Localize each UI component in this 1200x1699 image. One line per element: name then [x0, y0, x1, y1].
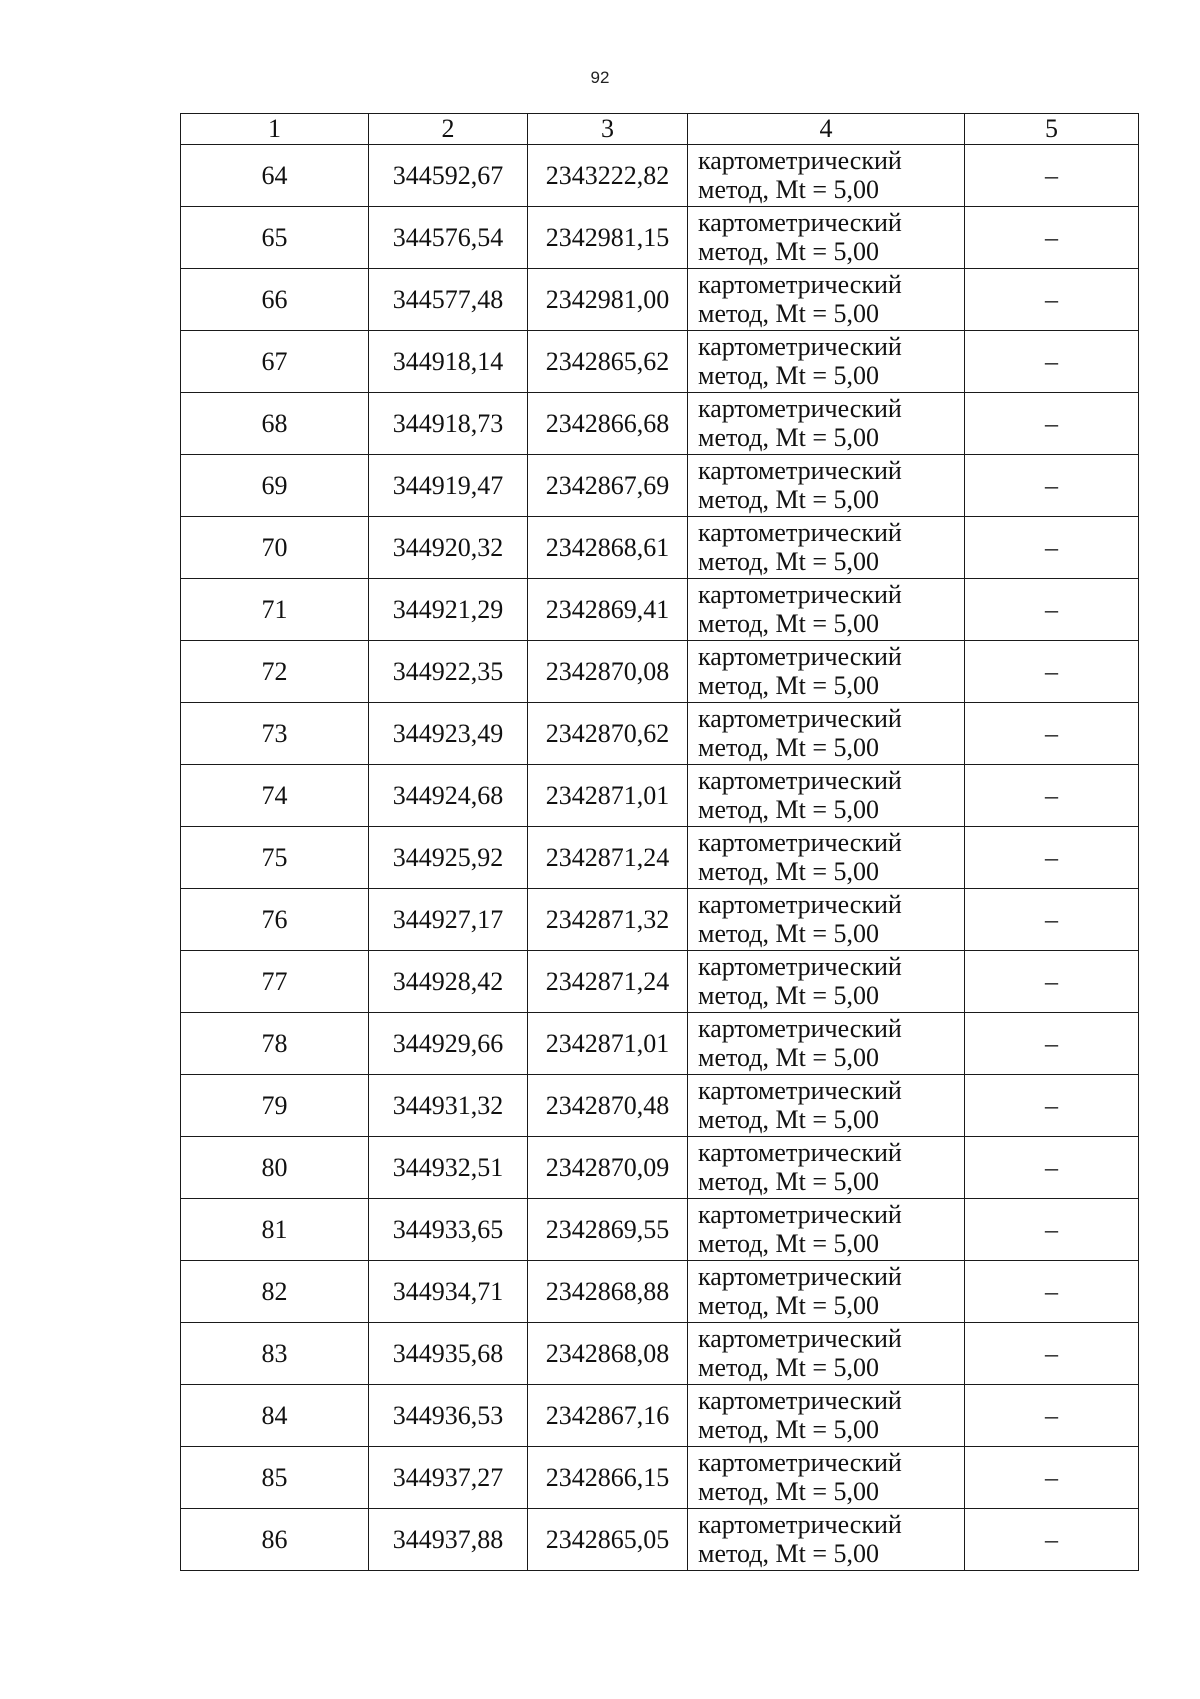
- table-row: [181, 951, 1139, 1013]
- note-cell: –: [965, 207, 1139, 269]
- table-row: [181, 393, 1139, 455]
- method-line-2: метод, Mt = 5,00: [698, 423, 879, 452]
- x-coordinate-cell: 344927,17: [369, 889, 528, 951]
- y-coordinate-cell: 2342871,01: [528, 1013, 688, 1075]
- method-cell: [688, 703, 965, 765]
- table-row: [181, 827, 1139, 889]
- method-cell: [688, 269, 965, 331]
- point-number-cell: 74: [181, 765, 369, 827]
- method-cell: [688, 579, 965, 641]
- y-coordinate-cell: 2342871,24: [528, 827, 688, 889]
- y-coordinate-cell: 2342866,15: [528, 1447, 688, 1509]
- header-col-4: 4: [688, 114, 965, 145]
- x-coordinate-cell: 344918,14: [369, 331, 528, 393]
- table-row: [181, 889, 1139, 951]
- x-coordinate-cell: 344592,67: [369, 145, 528, 207]
- x-coordinate-cell: 344576,54: [369, 207, 528, 269]
- point-number-cell: 67: [181, 331, 369, 393]
- table-row: [181, 269, 1139, 331]
- note-cell: –: [965, 889, 1139, 951]
- x-coordinate-cell: 344922,35: [369, 641, 528, 703]
- point-number-cell: 78: [181, 1013, 369, 1075]
- method-line-2: метод, Mt = 5,00: [698, 981, 879, 1010]
- method-line-2: метод, Mt = 5,00: [698, 1353, 879, 1382]
- method-line-1: картометрический: [698, 828, 902, 857]
- x-coordinate-cell: 344934,71: [369, 1261, 528, 1323]
- point-number-cell: 69: [181, 455, 369, 517]
- method-line-2: метод, Mt = 5,00: [698, 609, 879, 638]
- method-line-2: метод, Mt = 5,00: [698, 237, 879, 266]
- header-col-1: 1: [181, 114, 369, 145]
- method-line-1: картометрический: [698, 1448, 902, 1477]
- method-cell: [688, 331, 965, 393]
- point-number-cell: 64: [181, 145, 369, 207]
- method-line-2: метод, Mt = 5,00: [698, 1043, 879, 1072]
- method-line-1: картометрический: [698, 1510, 902, 1539]
- y-coordinate-cell: 2342869,41: [528, 579, 688, 641]
- method-cell: [688, 517, 965, 579]
- y-coordinate-cell: 2342869,55: [528, 1199, 688, 1261]
- point-number-cell: 84: [181, 1385, 369, 1447]
- x-coordinate-cell: 344935,68: [369, 1323, 528, 1385]
- note-cell: –: [965, 1013, 1139, 1075]
- y-coordinate-cell: 2342865,62: [528, 331, 688, 393]
- method-cell: [688, 1447, 965, 1509]
- method-line-2: метод, Mt = 5,00: [698, 547, 879, 576]
- table-row: [181, 765, 1139, 827]
- point-number-cell: 75: [181, 827, 369, 889]
- point-number-cell: 73: [181, 703, 369, 765]
- method-line-1: картометрический: [698, 766, 902, 795]
- x-coordinate-cell: 344577,48: [369, 269, 528, 331]
- point-number-cell: 85: [181, 1447, 369, 1509]
- y-coordinate-cell: 2343222,82: [528, 145, 688, 207]
- y-coordinate-cell: 2342870,08: [528, 641, 688, 703]
- x-coordinate-cell: 344921,29: [369, 579, 528, 641]
- point-number-cell: 65: [181, 207, 369, 269]
- method-line-2: метод, Mt = 5,00: [698, 175, 879, 204]
- method-cell: [688, 207, 965, 269]
- method-line-1: картометрический: [698, 518, 902, 547]
- method-cell: [688, 641, 965, 703]
- method-line-2: метод, Mt = 5,00: [698, 1415, 879, 1444]
- x-coordinate-cell: 344932,51: [369, 1137, 528, 1199]
- method-line-2: метод, Mt = 5,00: [698, 857, 879, 886]
- y-coordinate-cell: 2342868,61: [528, 517, 688, 579]
- x-coordinate-cell: 344937,88: [369, 1509, 528, 1571]
- method-cell: [688, 951, 965, 1013]
- point-number-cell: 82: [181, 1261, 369, 1323]
- table-row: [181, 1261, 1139, 1323]
- method-line-2: метод, Mt = 5,00: [698, 671, 879, 700]
- y-coordinate-cell: 2342981,15: [528, 207, 688, 269]
- header-col-3: 3: [528, 114, 688, 145]
- table-body: [181, 145, 1139, 1571]
- y-coordinate-cell: 2342867,69: [528, 455, 688, 517]
- table-row: [181, 1199, 1139, 1261]
- method-line-1: картометрический: [698, 270, 902, 299]
- table-row: [181, 517, 1139, 579]
- note-cell: –: [965, 517, 1139, 579]
- method-line-2: метод, Mt = 5,00: [698, 1291, 879, 1320]
- point-number-cell: 71: [181, 579, 369, 641]
- table-row: [181, 1013, 1139, 1075]
- table-row: [181, 703, 1139, 765]
- table-row: [181, 1509, 1139, 1571]
- table-row: [181, 455, 1139, 517]
- method-cell: [688, 827, 965, 889]
- table-row: [181, 1385, 1139, 1447]
- method-line-1: картометрический: [698, 1386, 902, 1415]
- point-number-cell: 86: [181, 1509, 369, 1571]
- table-row: [181, 207, 1139, 269]
- y-coordinate-cell: 2342871,01: [528, 765, 688, 827]
- table-row: [181, 1075, 1139, 1137]
- method-cell: [688, 1013, 965, 1075]
- method-line-1: картометрический: [698, 580, 902, 609]
- method-cell: [688, 1137, 965, 1199]
- method-cell: [688, 455, 965, 517]
- method-cell: [688, 1261, 965, 1323]
- method-line-2: метод, Mt = 5,00: [698, 1167, 879, 1196]
- method-cell: [688, 1323, 965, 1385]
- y-coordinate-cell: 2342870,09: [528, 1137, 688, 1199]
- point-number-cell: 81: [181, 1199, 369, 1261]
- table-row: [181, 1447, 1139, 1509]
- method-line-1: картометрический: [698, 1200, 902, 1229]
- header-col-5: 5: [965, 114, 1139, 145]
- table-row: [181, 331, 1139, 393]
- coordinates-table: [180, 113, 1139, 1571]
- method-line-1: картометрический: [698, 952, 902, 981]
- note-cell: –: [965, 393, 1139, 455]
- method-cell: [688, 889, 965, 951]
- point-number-cell: 66: [181, 269, 369, 331]
- y-coordinate-cell: 2342871,24: [528, 951, 688, 1013]
- table-row: [181, 1323, 1139, 1385]
- method-line-2: метод, Mt = 5,00: [698, 733, 879, 762]
- page-number: 92: [590, 68, 610, 87]
- table-row: [181, 641, 1139, 703]
- note-cell: –: [965, 1323, 1139, 1385]
- y-coordinate-cell: 2342870,62: [528, 703, 688, 765]
- note-cell: –: [965, 1447, 1139, 1509]
- x-coordinate-cell: 344933,65: [369, 1199, 528, 1261]
- note-cell: –: [965, 827, 1139, 889]
- y-coordinate-cell: 2342868,08: [528, 1323, 688, 1385]
- y-coordinate-cell: 2342871,32: [528, 889, 688, 951]
- note-cell: –: [965, 331, 1139, 393]
- note-cell: –: [965, 1509, 1139, 1571]
- note-cell: –: [965, 579, 1139, 641]
- note-cell: –: [965, 951, 1139, 1013]
- method-line-1: картометрический: [698, 1138, 902, 1167]
- method-line-2: метод, Mt = 5,00: [698, 1539, 879, 1568]
- x-coordinate-cell: 344929,66: [369, 1013, 528, 1075]
- method-line-1: картометрический: [698, 146, 902, 175]
- method-line-2: метод, Mt = 5,00: [698, 1477, 879, 1506]
- table-header: [181, 114, 1139, 145]
- method-line-1: картометрический: [698, 394, 902, 423]
- note-cell: –: [965, 1137, 1139, 1199]
- method-line-1: картометрический: [698, 1262, 902, 1291]
- method-line-2: метод, Mt = 5,00: [698, 299, 879, 328]
- y-coordinate-cell: 2342981,00: [528, 269, 688, 331]
- note-cell: –: [965, 1199, 1139, 1261]
- x-coordinate-cell: 344936,53: [369, 1385, 528, 1447]
- point-number-cell: 83: [181, 1323, 369, 1385]
- note-cell: –: [965, 641, 1139, 703]
- method-line-1: картометрический: [698, 1076, 902, 1105]
- table-row: [181, 1137, 1139, 1199]
- method-line-1: картометрический: [698, 332, 902, 361]
- note-cell: –: [965, 455, 1139, 517]
- x-coordinate-cell: 344920,32: [369, 517, 528, 579]
- point-number-cell: 68: [181, 393, 369, 455]
- x-coordinate-cell: 344937,27: [369, 1447, 528, 1509]
- method-cell: [688, 1509, 965, 1571]
- header-row: [181, 114, 1139, 145]
- table-row: [181, 579, 1139, 641]
- method-line-2: метод, Mt = 5,00: [698, 1105, 879, 1134]
- x-coordinate-cell: 344918,73: [369, 393, 528, 455]
- method-line-1: картометрический: [698, 456, 902, 485]
- note-cell: –: [965, 1261, 1139, 1323]
- method-line-2: метод, Mt = 5,00: [698, 485, 879, 514]
- x-coordinate-cell: 344924,68: [369, 765, 528, 827]
- point-number-cell: 72: [181, 641, 369, 703]
- point-number-cell: 77: [181, 951, 369, 1013]
- method-line-2: метод, Mt = 5,00: [698, 919, 879, 948]
- y-coordinate-cell: 2342868,88: [528, 1261, 688, 1323]
- method-line-2: метод, Mt = 5,00: [698, 795, 879, 824]
- point-number-cell: 76: [181, 889, 369, 951]
- table-row: [181, 145, 1139, 207]
- y-coordinate-cell: 2342870,48: [528, 1075, 688, 1137]
- method-cell: [688, 1385, 965, 1447]
- x-coordinate-cell: 344923,49: [369, 703, 528, 765]
- x-coordinate-cell: 344925,92: [369, 827, 528, 889]
- point-number-cell: 79: [181, 1075, 369, 1137]
- x-coordinate-cell: 344931,32: [369, 1075, 528, 1137]
- method-cell: [688, 1075, 965, 1137]
- method-line-2: метод, Mt = 5,00: [698, 361, 879, 390]
- note-cell: –: [965, 1385, 1139, 1447]
- x-coordinate-cell: 344919,47: [369, 455, 528, 517]
- method-cell: [688, 1199, 965, 1261]
- note-cell: –: [965, 1075, 1139, 1137]
- method-line-1: картометрический: [698, 1324, 902, 1353]
- method-cell: [688, 393, 965, 455]
- y-coordinate-cell: 2342867,16: [528, 1385, 688, 1447]
- point-number-cell: 70: [181, 517, 369, 579]
- note-cell: –: [965, 765, 1139, 827]
- note-cell: –: [965, 145, 1139, 207]
- method-line-1: картометрический: [698, 704, 902, 733]
- method-line-1: картометрический: [698, 1014, 902, 1043]
- method-cell: [688, 765, 965, 827]
- note-cell: –: [965, 269, 1139, 331]
- header-col-2: 2: [369, 114, 528, 145]
- method-line-2: метод, Mt = 5,00: [698, 1229, 879, 1258]
- method-line-1: картометрический: [698, 208, 902, 237]
- note-cell: –: [965, 703, 1139, 765]
- method-line-1: картометрический: [698, 890, 902, 919]
- y-coordinate-cell: 2342866,68: [528, 393, 688, 455]
- method-cell: [688, 145, 965, 207]
- point-number-cell: 80: [181, 1137, 369, 1199]
- y-coordinate-cell: 2342865,05: [528, 1509, 688, 1571]
- method-line-1: картометрический: [698, 642, 902, 671]
- x-coordinate-cell: 344928,42: [369, 951, 528, 1013]
